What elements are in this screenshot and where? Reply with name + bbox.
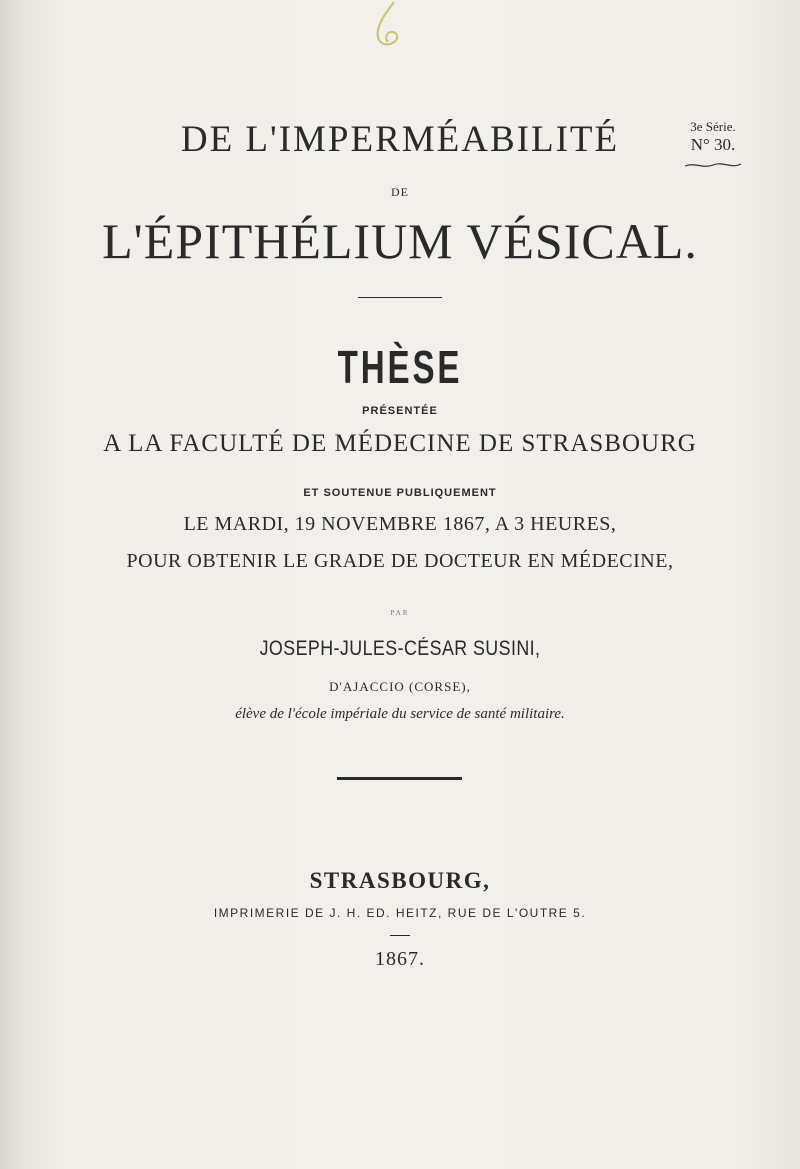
- author-origin: D'AJACCIO (CORSE),: [329, 679, 471, 694]
- divider-rule-small: [390, 935, 410, 936]
- title-line-1: DE L'IMPERMÉABILITÉ: [180, 119, 620, 160]
- series-number: N° 30.: [690, 135, 736, 154]
- flourish-ornament: [683, 160, 743, 170]
- by-label: PAR: [390, 609, 410, 617]
- faculty-line: A LA FACULTÉ DE MÉDECINE DE STRASBOURG: [103, 430, 697, 457]
- imprint-city: STRASBOURG,: [309, 868, 491, 893]
- title-connector: DE: [391, 185, 409, 199]
- handwritten-mark: [360, 0, 420, 55]
- imprint-year: 1867.: [375, 948, 425, 970]
- defended-label: ET SOUTENUE PUBLIQUEMENT: [303, 487, 497, 499]
- author-name: JOSEPH-JULES-CÉSAR SUSINI,: [259, 637, 541, 660]
- title-line-2: L'ÉPITHÉLIUM VÉSICAL.: [102, 213, 698, 269]
- thesis-heading: THÈSE: [337, 341, 463, 393]
- divider-rule-thick: [337, 777, 462, 780]
- divider-rule: [358, 297, 442, 298]
- series-text: 3e Série.: [690, 119, 736, 134]
- degree-line: POUR OBTENIR LE GRADE DE DOCTEUR EN MÉDECINE,: [126, 550, 674, 572]
- series-label: [678, 118, 748, 154]
- imprint-printer: IMPRIMERIE DE J. H. ED. HEITZ, RUE DE L'OUTRE 5.: [213, 906, 587, 920]
- presented-label: PRÉSENTÉE: [362, 405, 438, 417]
- author-status: élève de l'école impériale du service de santé militaire.: [235, 706, 565, 722]
- defense-date: LE MARDI, 19 NOVEMBRE 1867, A 3 HEURES,: [183, 513, 617, 535]
